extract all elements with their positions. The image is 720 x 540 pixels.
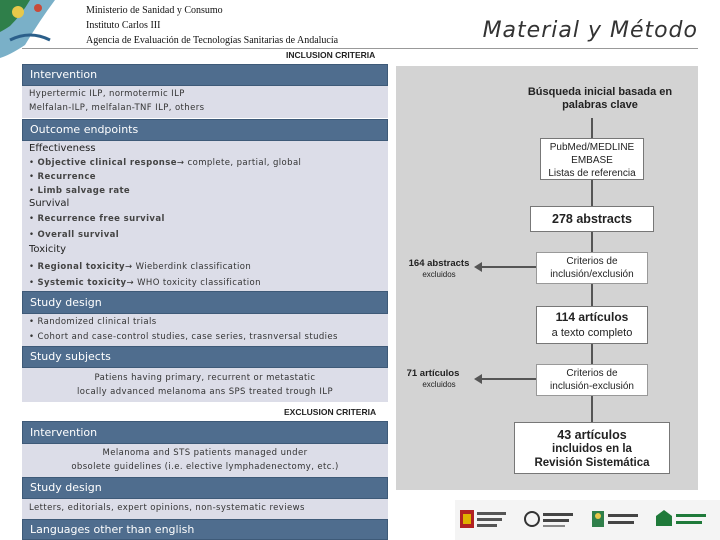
- agencia-evaluacion-logo-icon: [590, 508, 642, 530]
- excluded-label-1: excluidos: [422, 270, 456, 279]
- effectiveness-item: • Objective clinical response→ complete, partial, global: [29, 158, 302, 168]
- criteria-box-2: Criterios de inclusión-exclusión: [536, 364, 648, 396]
- outcome-endpoints-header: Outcome endpoints: [22, 119, 388, 141]
- flow-arrow: [591, 232, 593, 252]
- org-line-agency: Agencia de Evaluación de Tecnologías Sanitarias de Andalucía: [86, 35, 339, 46]
- study-design-item: • Cohort and case-control studies, case series, trasnversal studies: [29, 332, 338, 342]
- inclusion-criteria-title: INCLUSION CRITERIA: [286, 50, 376, 60]
- inclusion-intervention-body: [22, 86, 388, 118]
- plan-calidad-logo-icon: [524, 508, 576, 530]
- survival-item: • Recurrence free survival: [29, 214, 165, 224]
- flow-arrow: [591, 284, 593, 306]
- excluded-count-2: 71 artículos: [406, 368, 460, 379]
- junta-andalucia-logo-icon: [652, 508, 708, 530]
- study-design-item: • Randomized clinical trials: [29, 317, 157, 327]
- toxicity-label: Toxicity: [29, 244, 67, 255]
- flow-arrow: [591, 396, 593, 422]
- study-design-body: [22, 314, 388, 346]
- flow-arrow: [591, 180, 593, 206]
- final-articles-box: 43 artículos incluidos en la Revisión Sistemática: [514, 422, 670, 474]
- languages-header: Languages other than english: [22, 519, 388, 540]
- effectiveness-item: • Limb salvage rate: [29, 186, 131, 196]
- fulltext-articles-box: 114 artículos a texto completo: [536, 306, 648, 344]
- inclusion-intervention-header: Intervention: [22, 64, 388, 86]
- agency-corner-logo: [0, 0, 80, 60]
- org-line-ministry: Ministerio de Sanidad y Consumo: [86, 5, 223, 16]
- excluded-label-2: excluidos: [422, 380, 456, 389]
- study-subjects-line: locally advanced melanoma ans SPS treated trough ILP: [77, 387, 333, 397]
- study-subjects-line: Patiens having primary, recurrent or metastatic: [94, 373, 316, 383]
- inclusion-intervention-line: Hypertermic ILP, normotermic ILP: [29, 89, 185, 99]
- toxicity-item: • Systemic toxicity→ WHO toxicity classification: [29, 278, 261, 288]
- exclusion-intervention-line: Melanoma and STS patients managed under: [102, 448, 308, 458]
- exclusion-intervention-header: Intervention: [22, 421, 388, 444]
- exclusion-design-line: Letters, editorials, expert opinions, non-systematic reviews: [29, 503, 305, 513]
- exclusion-arrow: [478, 266, 536, 268]
- study-subjects-body: [22, 368, 388, 402]
- exclusion-design-body: [22, 499, 388, 519]
- survival-label: Survival: [29, 198, 70, 209]
- flow-arrow: [591, 344, 593, 364]
- survival-item: • Overall survival: [29, 230, 120, 240]
- exclusion-intervention-body: [22, 444, 388, 477]
- title-divider: [22, 48, 698, 49]
- effectiveness-label: Effectiveness: [29, 143, 96, 154]
- toxicity-item: • Regional toxicity→ Wieberdink classification: [29, 262, 252, 272]
- study-subjects-header: Study subjects: [22, 346, 388, 368]
- inclusion-intervention-line: Melfalan-ILP, melfalan-TNF ILP, others: [29, 103, 205, 113]
- study-design-header: Study design: [22, 291, 388, 314]
- flow-arrow: [591, 118, 593, 138]
- ministerio-sanidad-logo-icon: [460, 508, 508, 530]
- effectiveness-item: • Recurrence: [29, 172, 96, 182]
- search-initial-label: Búsqueda inicial basada en palabras clave: [527, 86, 673, 111]
- exclusion-criteria-title: EXCLUSION CRITERIA: [284, 407, 377, 417]
- exclusion-arrow: [478, 378, 536, 380]
- abstracts-box: 278 abstracts: [530, 206, 654, 232]
- outcome-endpoints-body: [22, 141, 388, 291]
- sources-box: PubMed/MEDLINE EMBASE Listas de referencia: [540, 138, 644, 180]
- exclusion-intervention-line: obsolete guidelines (i.e. elective lymphadenectomy, etc.): [71, 462, 339, 472]
- criteria-box-1: Criterios de inclusión/exclusión: [536, 252, 648, 284]
- org-line-institute: Instituto Carlos III: [86, 20, 161, 31]
- page-title: Material y Método: [482, 18, 698, 43]
- exclusion-design-header: Study design: [22, 477, 388, 499]
- excluded-count-1: 164 abstracts: [408, 258, 470, 269]
